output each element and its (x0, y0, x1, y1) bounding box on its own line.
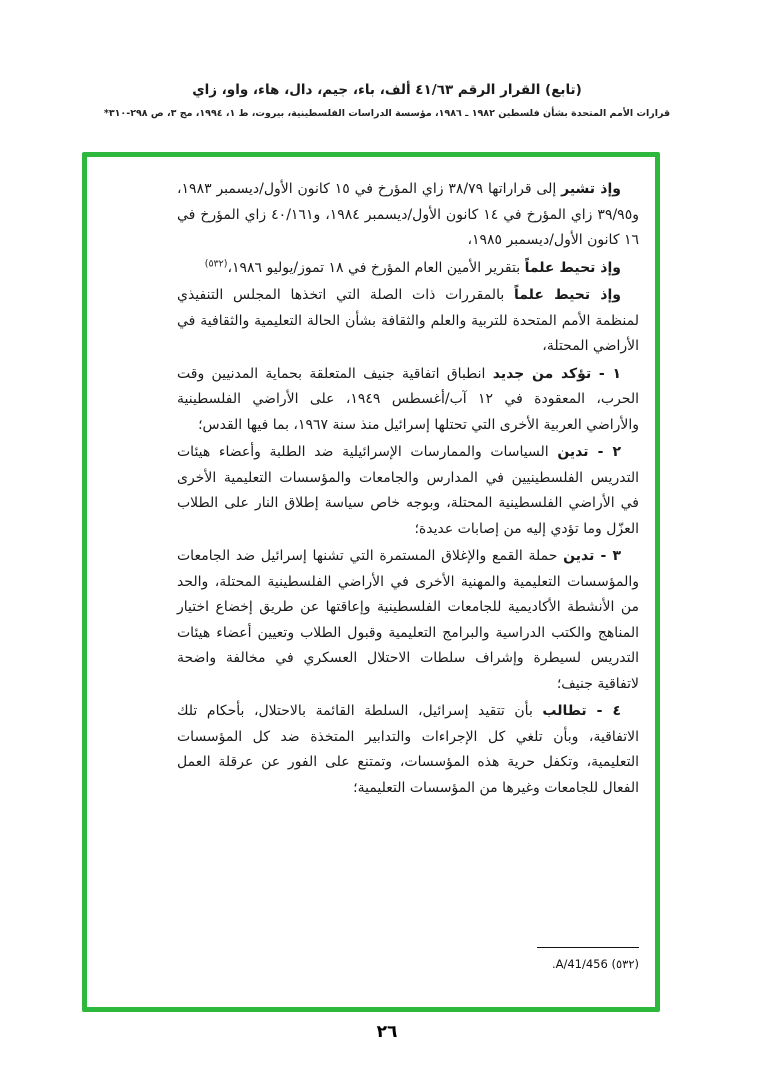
footnote-marker: (٥٣٢) (611, 957, 639, 971)
paragraph-lead: تؤكد من جديد (492, 365, 592, 382)
paragraph-number: ٤ - (586, 703, 622, 719)
footnote-document-reference: A/41/456. (551, 957, 608, 971)
page-number: ٢٦ (376, 1022, 398, 1042)
body-paragraph (177, 699, 639, 801)
paragraph-text: بأن تتقيد إسرائيل، السلطة القائمة بالاحتلال، بأحكام تلك الاتفاقية، وبأن تلغي كل الإجراءات والتدابير المتخذة ضد كل المؤسسات التعليمية، وتكفل حرية هذه المؤسسات، وتمتنع على الفور عن عرقلة العمل الفعال للجامعات وغيرها من المؤسسات التعليمية؛ (177, 703, 639, 796)
document-header (0, 82, 774, 119)
body-paragraph (177, 440, 639, 542)
content-frame (82, 152, 660, 1012)
paragraph-text: السياسات والممارسات الإسرائيلية ضد الطلبة وأعضاء هيئات التدريس الفلسطينيين في المدارس والجامعات والمؤسسات التعليمية الأخرى في الأراضي الفلسطينية المحتلة، وبوجه خاص سياسة إطلاق النار على الطلاب العزّل وما تؤدي إليه من إصابات عديدة؛ (177, 444, 639, 537)
paragraph-lead: تدين (557, 444, 589, 460)
body-paragraph (177, 362, 639, 439)
footnote-reference-mark: (٥٣٢) (204, 257, 228, 269)
paragraph-lead: وإذ تحيط علماً (513, 287, 621, 303)
paragraph-lead: تطالب (542, 703, 587, 719)
body-paragraph (177, 177, 639, 254)
paragraph-text: بتقرير الأمين العام المؤرخ في ١٨ تموز/يوليو ١٩٨٦، (227, 259, 525, 276)
paragraph-text: حملة القمع والإغلاق المستمرة التي تشنها إسرائيل ضد الجامعات والمؤسسات التعليمية والمهنية الأخرى في الأراضي الفلسطينية المحتلة، والحد من الأنشطة الأكاديمية للجامعات الفلسطينية وإعاقتها عن طريق إخضاع اختيار المناهج والكتب الدراسية والبرامج التعليمية وقبول الطلاب وتعيين أعضاء هيئات التدريس لسيطرة وإشراف سلطات الاحتلال العسكري في مخالفة واضحة لاتفاقية جنيف؛ (177, 548, 639, 692)
footnote (469, 947, 639, 971)
paragraph-text: إلى قراراتها ٣٨/٧٩ زاي المؤرخ في ١٥ كانون الأول/ديسمبر ١٩٨٣، و٣٩/٩٥ زاي المؤرخ في ١٤ كانون الأول/ديسمبر ١٩٨٤، و٤٠/١٦١ زاي المؤرخ في ١٦ كانون الأول/ديسمبر ١٩٨٥، (177, 181, 639, 248)
paragraph-lead: تدين (563, 548, 595, 564)
resolution-body (177, 177, 639, 803)
source-citation: قرارات الأمم المتحدة بشأن فلسطين ١٩٨٢ ـ ١٩٨٦، مؤسسة الدراسات الفلسطينية، بيروت، ط ١، ١٩٩٤، مج ٣، ص ٢٩٨-٣١٠* (103, 108, 671, 119)
paragraph-lead: وإذ تحيط علماً (524, 259, 621, 276)
paragraph-number: ٢ - (588, 444, 621, 460)
body-paragraph (177, 544, 639, 697)
body-paragraph (177, 283, 639, 360)
paragraph-number: ٣ - (594, 548, 621, 564)
body-paragraph (177, 256, 639, 282)
paragraph-text: انطباق اتفاقية جنيف المتعلقة بحماية المدنيين وقت الحرب، المعقودة في ١٢ آب/أغسطس ١٩٤٩، على الأراضي الفلسطينية والأراضي العربية الأخرى التي تحتلها إسرائيل منذ سنة ١٩٦٧، بما فيها القدس؛ (177, 365, 639, 433)
resolution-title: (تابع) القرار الرقم ٤١/٦٣ ألف، باء، جيم، دال، هاء، واو، زاي (192, 82, 582, 98)
paragraph-lead: وإذ تشير (561, 181, 621, 197)
paragraph-number: ١ - (591, 365, 621, 382)
footnote-divider (537, 947, 639, 948)
paragraph-text: بالمقررات ذات الصلة التي اتخذها المجلس التنفيذي لمنظمة الأمم المتحدة للتربية والعلم والثقافة بشأن الحالة التعليمية والثقافية في الأراضي المحتلة، (177, 287, 639, 354)
footnote-text (469, 957, 639, 971)
